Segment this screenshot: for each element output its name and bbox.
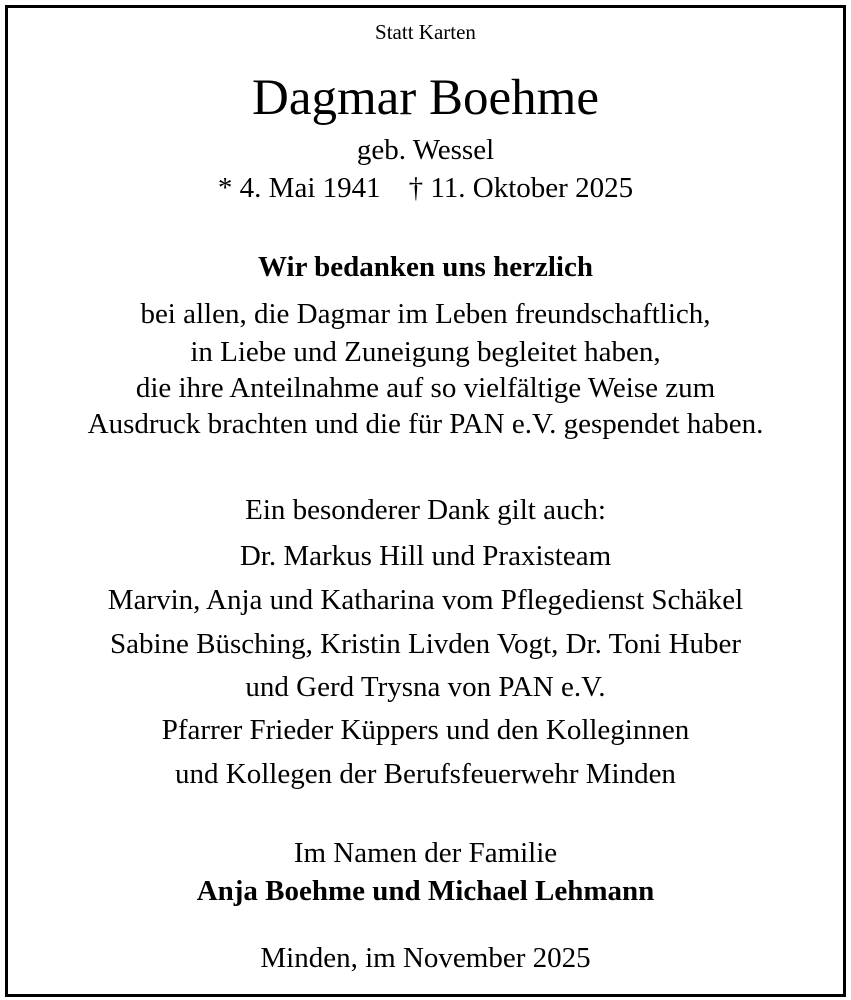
special-thanks-line: und Gerd Trysna von PAN e.V. bbox=[245, 671, 606, 703]
special-thanks-line: Pfarrer Frieder Küppers und den Kolleginnen bbox=[161, 714, 690, 746]
special-thanks-line: Sabine Büsching, Kristin Livden Vogt, Dr. Toni Huber bbox=[109, 628, 742, 660]
maiden-name: geb. Wessel bbox=[356, 134, 495, 166]
thanks-line: bei allen, die Dagmar im Leben freundschaftlich, bbox=[140, 298, 711, 330]
special-thanks-line: Marvin, Anja und Katharina vom Pflegedienst Schäkel bbox=[107, 584, 744, 616]
thanks-line: die ihre Anteilnahme auf so vielfältige Weise zum bbox=[135, 372, 716, 404]
thanks-heading: Wir bedanken uns herzlich bbox=[258, 251, 593, 283]
thanks-line: Ausdruck brachten und die für PAN e.V. gespendet haben. bbox=[87, 408, 764, 440]
birth-date: * 4. Mai 1941 bbox=[217, 172, 381, 204]
place-date: Minden, im November 2025 bbox=[260, 942, 591, 974]
signature-names: Anja Boehme und Michael Lehmann bbox=[196, 875, 655, 907]
signature-intro: Im Namen der Familie bbox=[293, 837, 558, 869]
special-thanks-intro: Ein besonderer Dank gilt auch: bbox=[245, 494, 606, 526]
death-date: † 11. Oktober 2025 bbox=[408, 172, 634, 204]
special-thanks-line: Dr. Markus Hill und Praxisteam bbox=[239, 540, 612, 572]
thanks-line: in Liebe und Zuneigung begleitet haben, bbox=[190, 336, 661, 368]
special-thanks-line: und Kollegen der Berufsfeuerwehr Minden bbox=[175, 758, 676, 790]
header-label: Statt Karten bbox=[375, 20, 476, 44]
deceased-name: Dagmar Boehme bbox=[252, 70, 599, 126]
life-dates bbox=[0, 174, 851, 203]
